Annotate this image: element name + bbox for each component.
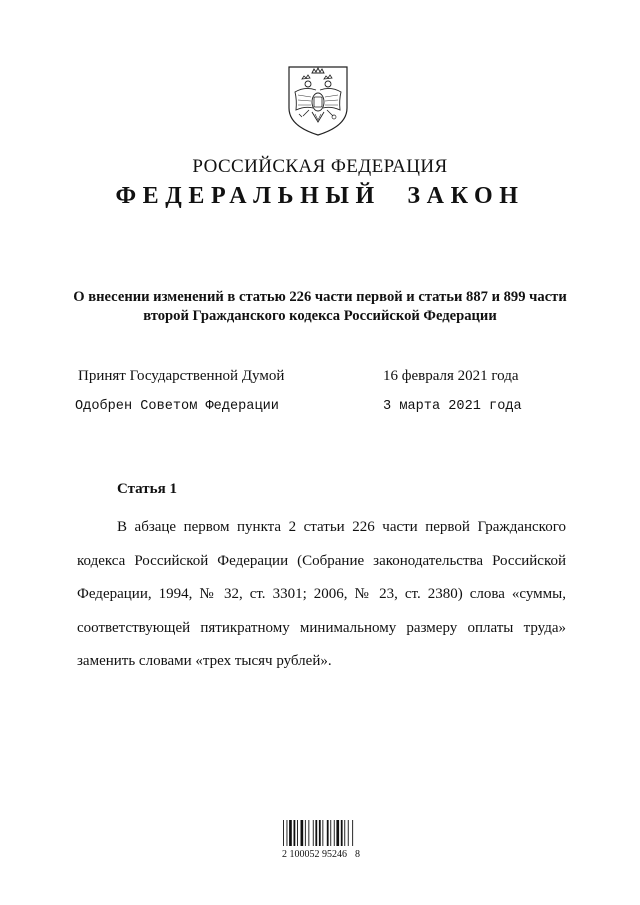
article-body: В абзаце первом пункта 2 статьи 226 части первой Гражданского кодекса Российской Федерации (Собрание законодательства Российской Федерации, 1994, № 32, ст. 3301; 2006, № 23, ст. 2380) слова «суммы, соответствующей пятикратному минимальному размеру оплаты труда» заменить словами «трех тысяч рублей». bbox=[77, 519, 566, 669]
barcode-number: 2 100052 95246 bbox=[282, 849, 347, 860]
duma-adoption-label: Принят Государственной Думой bbox=[78, 368, 285, 384]
article-heading: Статья 1 bbox=[117, 481, 177, 497]
coat-of-arms-icon bbox=[283, 64, 353, 138]
barcode-icon bbox=[282, 818, 366, 848]
document-type-heading: ФЕДЕРАЛЬНЫЙ ЗАКОН bbox=[115, 183, 525, 209]
law-title: О внесении изменений в статью 226 части первой и статьи 887 и 899 части второй Гражданского кодекса Российской Федерации bbox=[73, 289, 567, 324]
barcode bbox=[282, 818, 372, 860]
country-name: РОССИЙСКАЯ ФЕДЕРАЦИЯ bbox=[192, 156, 448, 177]
barcode-check-digit: 8 bbox=[355, 849, 360, 860]
council-approval-label: Одобрен Советом Федерации bbox=[75, 399, 279, 414]
barcode-number-line bbox=[282, 849, 372, 860]
council-approval-date: 3 марта 2021 года bbox=[383, 399, 522, 414]
duma-adoption-date: 16 февраля 2021 года bbox=[383, 368, 519, 384]
